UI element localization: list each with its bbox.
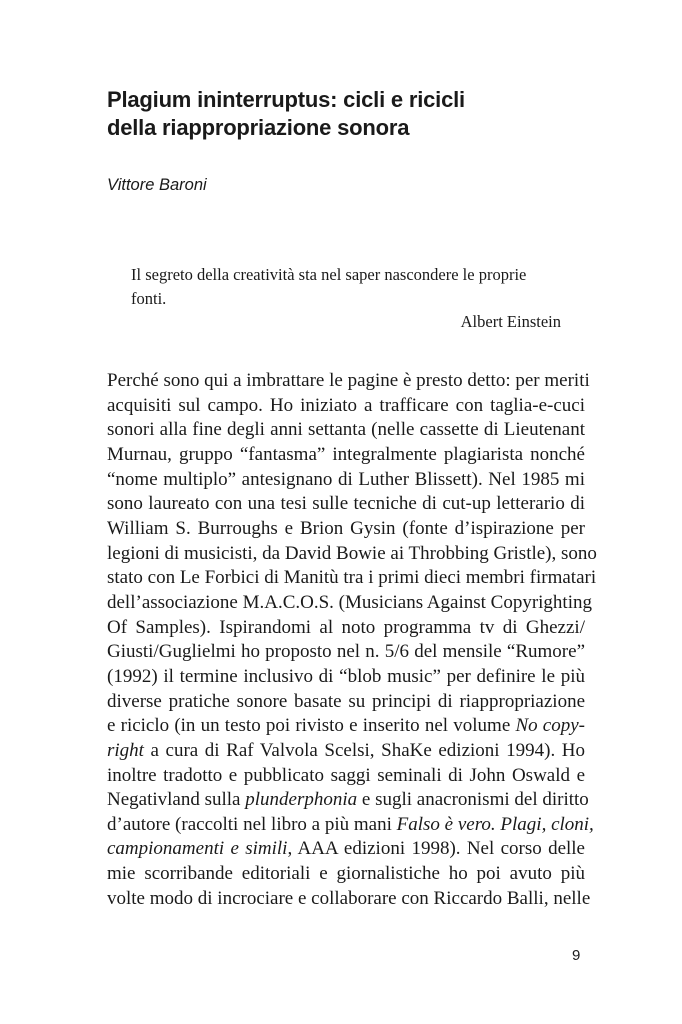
book-title-italic: campionamenti e simili	[107, 838, 288, 860]
body-line	[107, 591, 592, 616]
epigraph-quote-line: Il segreto della creatività sta nel saper nascondere le proprie	[131, 265, 527, 284]
body-line	[107, 887, 591, 912]
body-line	[107, 640, 585, 665]
body-line	[107, 813, 594, 838]
text-segment: Perché sono qui a imbrattare le pagine è presto detto: per meriti	[107, 370, 590, 391]
body-line	[107, 616, 585, 641]
body-line	[107, 566, 597, 591]
body-paragraph	[107, 369, 597, 911]
text-segment: dell’associazione M.A.C.O.S. (Musicians Against Copyrighting	[107, 591, 592, 613]
text-segment: “nome multiplo” antesignano di Luther Blissett). Nel 1985 mi	[107, 468, 585, 490]
body-line	[107, 788, 589, 813]
text-segment: sono laureato con una tesi sulle tecniche di cut-up letterario di	[107, 493, 585, 515]
body-line	[107, 517, 585, 542]
text-segment: Giusti/Guglielmi ho proposto nel n. 5/6 del mensile “Rumore”	[107, 641, 585, 663]
page-number: 9	[572, 947, 581, 964]
text-segment: sonori alla fine degli anni settanta (nelle cassette di Lieutenant	[107, 419, 585, 441]
chapter-title-line: della riappropriazione sonora	[107, 115, 410, 140]
text-segment: mie scorribande editoriali e giornalistiche ho poi avuto più	[107, 863, 585, 885]
body-line	[107, 739, 585, 764]
body-line	[107, 418, 585, 443]
text-segment: acquisiti sul campo. Ho iniziato a trafficare con taglia-e-cuci	[107, 394, 585, 416]
book-title-italic: Falso è vero. Plagi, cloni,	[396, 813, 594, 835]
body-line	[107, 369, 590, 394]
text-segment: legioni di musicisti, da David Bowie ai Throbbing Gristle), sono	[107, 542, 597, 564]
text-segment: e riciclo (in un testo poi rivisto e inserito nel volume	[107, 715, 516, 737]
text-segment: Negativland sulla	[107, 789, 246, 811]
epigraph	[131, 263, 561, 334]
text-segment: , AAA edizioni 1998). Nel corso delle	[287, 838, 585, 860]
body-line	[107, 837, 585, 862]
body-line	[107, 714, 585, 739]
body-line	[107, 394, 585, 419]
body-line	[107, 665, 585, 690]
body-line	[107, 862, 585, 887]
text-segment: William S. Burroughs e Brion Gysin (fonte d’ispirazione per	[107, 517, 585, 539]
text-segment: volte modo di incrociare e collaborare con Riccardo Balli, nelle	[107, 887, 591, 909]
body-line	[107, 492, 585, 517]
term-italic: plunderphonia	[245, 789, 358, 811]
book-title-italic: right	[107, 739, 144, 761]
body-line	[107, 764, 585, 789]
text-segment: stato con Le Forbici di Manitù tra i primi dieci membri firmatari	[107, 567, 597, 589]
book-title-italic: No copy-	[515, 715, 585, 737]
body-line	[107, 443, 585, 468]
epigraph-attribution: Albert Einstein	[460, 312, 561, 331]
epigraph-quote-line: fonti.	[131, 288, 167, 308]
text-segment: (1992) il termine inclusivo di “blob music” per definire le più	[107, 665, 585, 687]
text-segment: a cura di Raf Valvola Scelsi, ShaKe edizioni 1994). Ho	[143, 739, 585, 761]
body-line	[107, 690, 585, 715]
text-segment: diverse pratiche sonore basate su principi di riappropriazione	[107, 690, 585, 712]
chapter-title	[107, 86, 607, 142]
chapter-title-line: Plagium ininterruptus: cicli e ricicli	[107, 87, 465, 112]
body-line	[107, 542, 597, 567]
epigraph-quote	[131, 263, 561, 310]
text-segment: d’autore (raccolti nel libro a più mani	[107, 813, 397, 835]
text-segment: e sugli anacronismi del diritto	[357, 789, 589, 811]
text-segment: inoltre tradotto e pubblicato saggi seminali di John Oswald e	[107, 764, 585, 786]
author-name: Vittore Baroni	[107, 176, 207, 194]
text-segment: Murnau, gruppo “fantasma” integralmente plagiarista nonché	[107, 443, 585, 465]
text-segment: Of Samples). Ispirandomi al noto programma tv di Ghezzi/	[107, 616, 585, 638]
body-line	[107, 468, 585, 493]
